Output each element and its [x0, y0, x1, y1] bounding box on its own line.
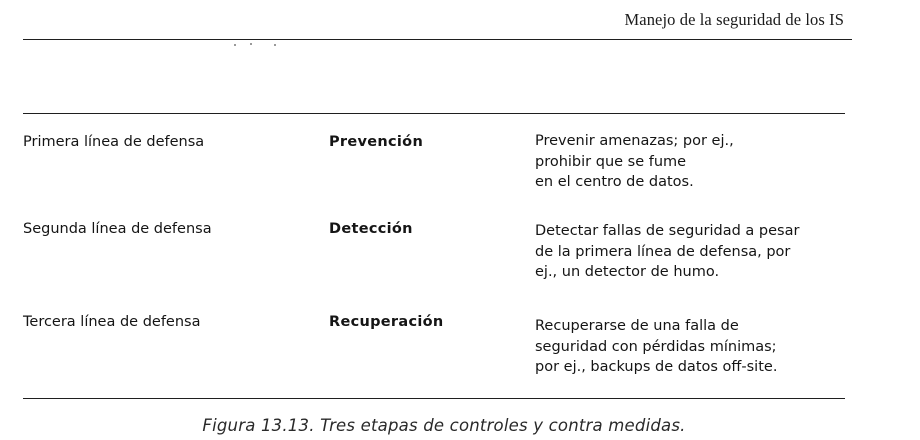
description-line: por ej., backups de datos off-site. — [535, 359, 778, 375]
description-line: en el centro de datos. — [535, 174, 694, 190]
defense-line-label: Tercera línea de defensa — [23, 314, 201, 330]
description-line: Prevenir amenazas; por ej., — [535, 133, 734, 149]
defense-description — [535, 316, 777, 378]
scan-speck — [234, 44, 236, 46]
description-line: seguridad con pérdidas mínimas; — [535, 338, 777, 355]
defense-line-label: Segunda línea de defensa — [23, 221, 212, 237]
description-line: Recuperarse de una falla de — [535, 318, 739, 334]
header-rule — [23, 39, 852, 40]
defense-line-label: Primera línea de defensa — [23, 134, 205, 150]
description-line: ej., un detector de humo. — [535, 264, 720, 280]
defense-description — [535, 221, 799, 283]
caption-text: Figura 13.13. Tres etapas de controles y contra medidas. — [202, 416, 686, 435]
running-head: Manejo de la seguridad de los IS — [624, 10, 844, 29]
defense-stage-label: Prevención — [329, 134, 424, 150]
defense-description — [535, 131, 734, 193]
table-bottom-rule — [23, 398, 845, 399]
description-line: de la primera línea de defensa, por — [535, 243, 791, 260]
defense-stage-label: Detección — [329, 221, 413, 237]
figure-caption — [0, 416, 920, 435]
defense-stage-label: Recuperación — [329, 314, 444, 330]
scan-speck — [274, 44, 276, 46]
description-line: prohibir que se fume — [535, 153, 687, 170]
description-line: Detectar fallas de seguridad a pesar — [535, 223, 800, 239]
table-top-rule — [23, 113, 845, 114]
scan-speck — [250, 43, 252, 45]
